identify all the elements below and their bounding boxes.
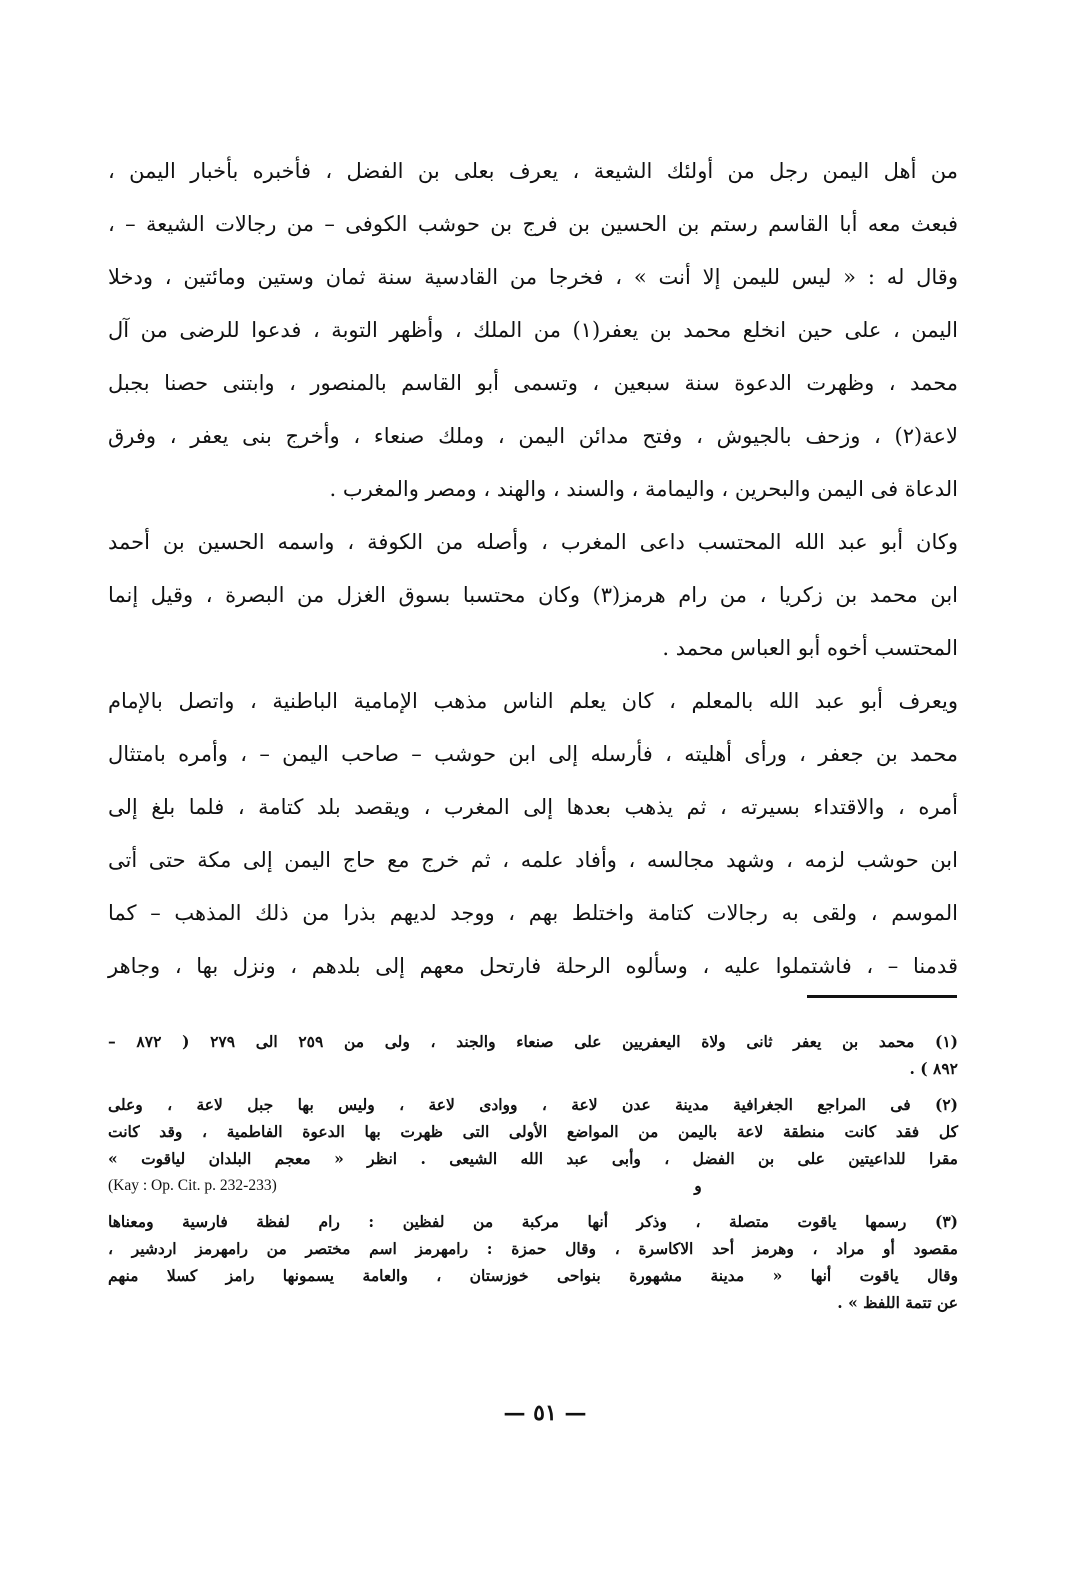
footnote-1 bbox=[108, 1028, 958, 1082]
footnote-conjunction: و bbox=[694, 1176, 702, 1195]
footnote-line: مقصود أو مراد ، وهرمز أحد الاكاسرة ، وقال حمزة : رامهرمز اسم مختصر من رامهرمز اردشير ، bbox=[108, 1239, 958, 1258]
footnotes bbox=[108, 1028, 958, 1316]
page-number: — ٥١ — bbox=[503, 1400, 587, 1426]
text-line: وكان أبو عبد الله المحتسب داعى المغرب ، وأصله من الكوفة ، واسمه الحسين بن أحمد bbox=[108, 530, 958, 554]
footnote-line: كل فقد كانت منطقة لاعة باليمن من المواضع الأولى التى ظهرت بها الدعوة الفاطمية ، وقد كانت bbox=[108, 1122, 958, 1141]
text-line: أمره ، والاقتداء بسيرته ، ثم يذهب بعدها إلى المغرب ، ويقصد بلد كتامة ، فلما بلغ إلى bbox=[108, 795, 958, 819]
footnote-3 bbox=[108, 1208, 958, 1316]
text-line: لاعة(٢) ، وزحف بالجيوش ، وفتح مدائن اليمن ، وملك صنعاء ، وأخرج بنى يعفر ، وفرق bbox=[108, 424, 958, 448]
text-line: ابن حوشب لزمه ، وشهد مجالسه ، وأفاد علمه ، ثم خرج مع حاج اليمن إلى مكة حتى أتى bbox=[108, 848, 958, 872]
footnote-line: (٢) فى المراجع الجغرافية مدينة عدن لاعة ، ووادى لاعة ، وليس بها جبل لاعة ، وعلى bbox=[108, 1095, 958, 1114]
text-line: الدعاة فى اليمن والبحرين ، واليمامة ، والسند ، والهند ، ومصر والمغرب . bbox=[329, 477, 958, 501]
footnote-line: عن تتمة اللفظ » . bbox=[837, 1293, 958, 1312]
footnote-citation: (Kay : Op. Cit. p. 232-233) bbox=[108, 1177, 277, 1194]
text-line: محمد ، وظهرت الدعوة سنة سبعين ، وتسمى أبو القاسم بالمنصور ، وابتنى حصنا بجبل bbox=[108, 371, 958, 395]
text-line: وقال له : « ليس لليمن إلا أنت » ، فخرجا من القادسية سنة ثمان وستين ومائتين ، ودخلا bbox=[108, 265, 958, 289]
text-line: الموسم ، ولقى به رجالات كتامة واختلط بهم ، ووجد لديهم بذرا من ذلك المذهب – كما bbox=[108, 901, 958, 925]
text-line: محمد بن جعفر ، ورأى أهليته ، فأرسله إلى ابن حوشب – صاحب اليمن – ، وأمره بامتثال bbox=[108, 742, 958, 766]
footnote-reference-line bbox=[108, 1172, 958, 1199]
text-line: قدمنا – ، فاشتملوا عليه ، وسألوه الرحلة فارتحل معهم إلى بلدهم ، ونزل بها ، وجاهر bbox=[108, 954, 958, 978]
footnote-line: وقال ياقوت أنها « مدينة مشهورة بنواحى خوزستان ، والعامة يسمونها رامز كسلا منهم bbox=[108, 1266, 958, 1285]
text-line: فبعث معه أبا القاسم رستم بن الحسين بن فرج بن حوشب الكوفى – من رجالات الشيعة – ، bbox=[108, 212, 958, 236]
text-line: ويعرف أبو عبد الله بالمعلم ، كان يعلم الناس مذهب الإمامية الباطنية ، واتصل بالإمام bbox=[108, 689, 958, 713]
footnote-line: مقرا للداعيتين على بن الفضل ، وأبى عبد الله الشيعى . انظر « معجم البلدان لياقوت » bbox=[108, 1149, 958, 1168]
text-line: اليمن ، على حين انخلع محمد بن يعفر(١) من الملك ، وأظهر التوبة ، فدعوا للرضى من آل bbox=[108, 318, 958, 342]
footnote-line: (١) محمد بن يعفر ثانى ولاة اليعفريين على صنعاء والجند ، ولى من ٢٥٩ الى ٢٧٩ ( ٨٧٢ – bbox=[108, 1032, 958, 1051]
footnote-2 bbox=[108, 1091, 958, 1199]
text-line: من أهل اليمن رجل من أولئك الشيعة ، يعرف بعلى بن الفضل ، فأخبره بأخبار اليمن ، bbox=[108, 159, 958, 183]
footnote-separator bbox=[807, 995, 957, 998]
footnote-line: (٣) رسمها ياقوت متصلة ، وذكر أنها مركبة من لفظين : رام لفظة فارسية ومعناها bbox=[108, 1212, 958, 1231]
text-line: المحتسب أخوه أبو العباس محمد . bbox=[662, 636, 958, 660]
footnote-line: ٨٩٢ ) . bbox=[909, 1059, 958, 1078]
text-line: ابن محمد بن زكريا ، من رام هرمز(٣) وكان محتسبا بسوق الغزل من البصرة ، وقيل إنما bbox=[108, 583, 958, 607]
main-text bbox=[108, 145, 958, 993]
